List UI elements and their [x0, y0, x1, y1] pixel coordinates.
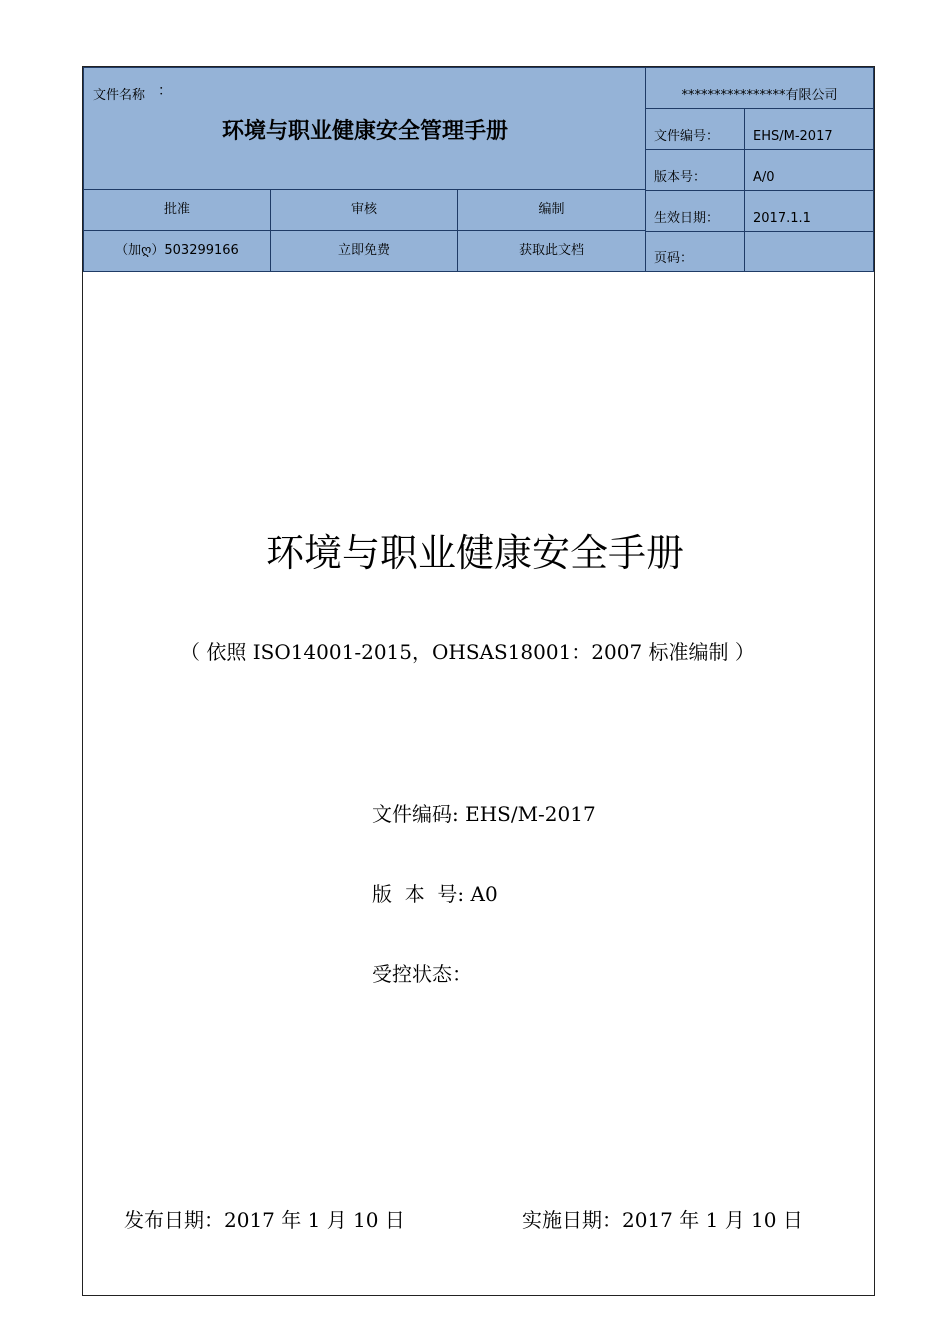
main-title: 环境与职业健康安全手册	[265, 531, 684, 575]
doc-name-label: 文件名称	[93, 88, 146, 103]
version-value: A/0	[753, 170, 775, 185]
company-cell	[645, 67, 874, 109]
prepare-label: 编制	[538, 202, 565, 217]
document-frame	[82, 66, 875, 1296]
approve-value: （加ღ）503299166	[115, 243, 239, 258]
doc-title-cell	[83, 67, 646, 190]
version-line: 版 本 号: A0	[372, 882, 498, 906]
version-label-cell	[645, 149, 745, 191]
version-label: 版本号：	[654, 170, 707, 185]
doc-name-colon: ：	[158, 83, 172, 99]
effective-date-value-cell	[744, 190, 874, 232]
doc-number-label-cell	[645, 108, 745, 150]
publish-date: 发布日期：2017 年 1 月 10 日	[124, 1208, 405, 1232]
doc-number-value-cell	[744, 108, 874, 150]
prepare-value-cell	[457, 230, 646, 272]
approve-label: 批准	[163, 202, 190, 217]
review-value: 立即免费	[337, 243, 390, 258]
controlled-status: 受控状态：	[372, 962, 472, 986]
header-table	[83, 67, 874, 272]
doc-number-value: EHS/M-2017	[753, 129, 833, 144]
version-value-cell	[744, 149, 874, 191]
review-label-cell	[270, 189, 458, 231]
doc-title: 环境与职业健康安全管理手册	[221, 119, 508, 144]
prepare-value: 获取此文档	[518, 243, 584, 258]
effective-date-label: 生效日期：	[654, 211, 720, 226]
effective-date-label-cell	[645, 190, 745, 232]
company-name: ****************有限公司	[681, 88, 838, 103]
effective-date: 实施日期：2017 年 1 月 10 日	[522, 1208, 803, 1232]
approve-value-cell	[83, 230, 271, 272]
doc-code: 文件编码: EHS/M-2017	[372, 802, 596, 826]
review-value-cell	[270, 230, 458, 272]
approve-label-cell	[83, 189, 271, 231]
review-label: 审核	[350, 202, 377, 217]
page-value-cell	[744, 231, 874, 272]
prepare-label-cell	[457, 189, 646, 231]
page-label: 页码：	[654, 251, 694, 266]
doc-number-label: 文件编号：	[654, 129, 720, 144]
subtitle: （ 依照 ISO14001-2015，OHSAS18001：2007 标准编制 ）	[180, 640, 755, 664]
page-label-cell	[645, 231, 745, 272]
effective-date-value: 2017.1.1	[753, 211, 811, 226]
